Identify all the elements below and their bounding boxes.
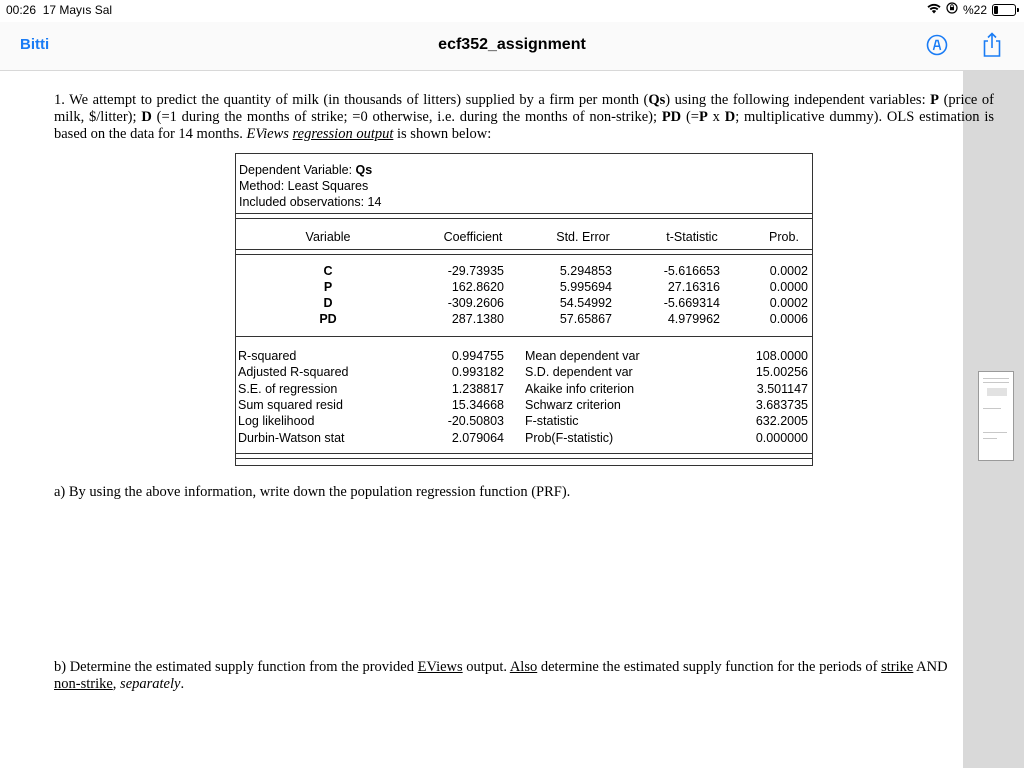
stat-value: 15.34668 (451, 398, 504, 412)
markup-pen-icon[interactable] (926, 34, 948, 56)
stat-label: Log likelihood (238, 414, 315, 428)
table-row (308, 263, 348, 279)
eviews-output-table (235, 153, 813, 466)
stat-label: Adjusted R-squared (238, 365, 349, 379)
status-date: 17 Mayıs Sal (42, 3, 113, 17)
col-header-coefficient: Coefficient (443, 230, 503, 244)
coefficient-cell: 162.8620 (451, 280, 504, 294)
stat-value: 0.993182 (451, 365, 504, 379)
std-error-cell: 57.65867 (559, 312, 612, 326)
share-icon[interactable] (982, 32, 1002, 58)
variable-name: C (323, 264, 333, 278)
question-a-text: a) By using the above information, write down the population regression function (PRF). (54, 484, 571, 500)
status-time: 00:26 (6, 3, 37, 17)
coefficient-cell: -309.2606 (447, 296, 504, 310)
nav-bar (0, 22, 1024, 71)
stat-label: Sum squared resid (238, 398, 343, 412)
status-bar (0, 0, 1024, 22)
stat-label: F-statistic (525, 414, 579, 428)
question-b-text: b) Determine the estimated supply function from the provided EViews output. Also determine the estimated supply function for the periods of strike AND non-strike, separately. (54, 659, 948, 692)
table-row (308, 295, 348, 311)
col-header-t-statistic: t-Statistic (666, 230, 718, 244)
prob-cell: 0.0000 (769, 280, 808, 294)
col-header-std-error: Std. Error (556, 230, 610, 244)
variable-name: P (323, 280, 333, 294)
question-1-text: 1. We attempt to predict the quantity of milk (in thousands of litters) supplied by a firm per month (Qs) using the following independent variables: P (price of milk, $/litter); D (=1 during the months of strike; =0 otherwise, i.e. during the months of non-strike); PD (=P x D; multiplicative dummy). OLS estimation is based on the data for 14 months. EViews regression output is shown below: (54, 92, 994, 142)
std-error-cell: 5.995694 (559, 280, 612, 294)
col-header-prob: Prob. (769, 230, 799, 244)
method-line: Method: Least Squares (239, 179, 369, 193)
table-row (308, 311, 348, 327)
stat-label: S.D. dependent var (525, 365, 633, 379)
stat-label: Schwarz criterion (525, 398, 621, 412)
table-divider (236, 453, 812, 459)
stat-value: 15.00256 (755, 365, 808, 379)
t-stat-cell: -5.616653 (663, 264, 720, 278)
page-thumbnail[interactable] (978, 371, 1014, 461)
stat-value: -20.50803 (447, 414, 504, 428)
wifi-icon (927, 3, 941, 17)
std-error-cell: 5.294853 (559, 264, 612, 278)
prob-cell: 0.0006 (769, 312, 808, 326)
std-error-cell: 54.54992 (559, 296, 612, 310)
stat-label: Prob(F-statistic) (525, 431, 614, 445)
battery-percent: %22 (962, 2, 987, 17)
prob-cell: 0.0002 (769, 264, 808, 278)
dependent-variable-line: Dependent Variable: Qs (239, 163, 373, 177)
coefficient-cell: -29.73935 (447, 264, 504, 278)
stat-label: Akaike info criterion (525, 382, 635, 396)
stat-value: 1.238817 (451, 382, 504, 396)
variable-name: D (323, 296, 333, 310)
t-stat-cell: 27.16316 (667, 280, 720, 294)
table-divider (236, 249, 812, 255)
table-divider (236, 213, 812, 219)
coefficient-cell: 287.1380 (451, 312, 504, 326)
stat-value: 3.683735 (755, 398, 808, 412)
stat-value: 2.079064 (451, 431, 504, 445)
orientation-lock-icon (946, 2, 958, 17)
observations-line: Included observations: 14 (239, 195, 382, 209)
stat-label: Durbin-Watson stat (238, 431, 345, 445)
status-time-date (6, 3, 112, 17)
battery-level (994, 6, 998, 14)
stat-value: 0.000000 (755, 431, 808, 445)
t-stat-cell: -5.669314 (663, 296, 720, 310)
table-divider (236, 336, 812, 337)
stat-label: R-squared (238, 349, 297, 363)
stat-value: 632.2005 (755, 414, 808, 428)
document-title: ecf352_assignment (438, 36, 586, 53)
prob-cell: 0.0002 (769, 296, 808, 310)
stat-value: 108.0000 (755, 349, 808, 363)
status-right (927, 2, 1016, 17)
stat-value: 3.501147 (756, 382, 808, 396)
stat-label: Mean dependent var (525, 349, 640, 363)
stat-value: 0.994755 (451, 349, 504, 363)
t-stat-cell: 4.979962 (667, 312, 720, 326)
col-header-variable: Variable (305, 230, 351, 244)
battery-icon (992, 4, 1016, 16)
stat-label: S.E. of regression (238, 382, 338, 396)
variable-name: PD (319, 312, 337, 326)
table-row (308, 279, 348, 295)
done-button[interactable]: Bitti (20, 36, 50, 53)
